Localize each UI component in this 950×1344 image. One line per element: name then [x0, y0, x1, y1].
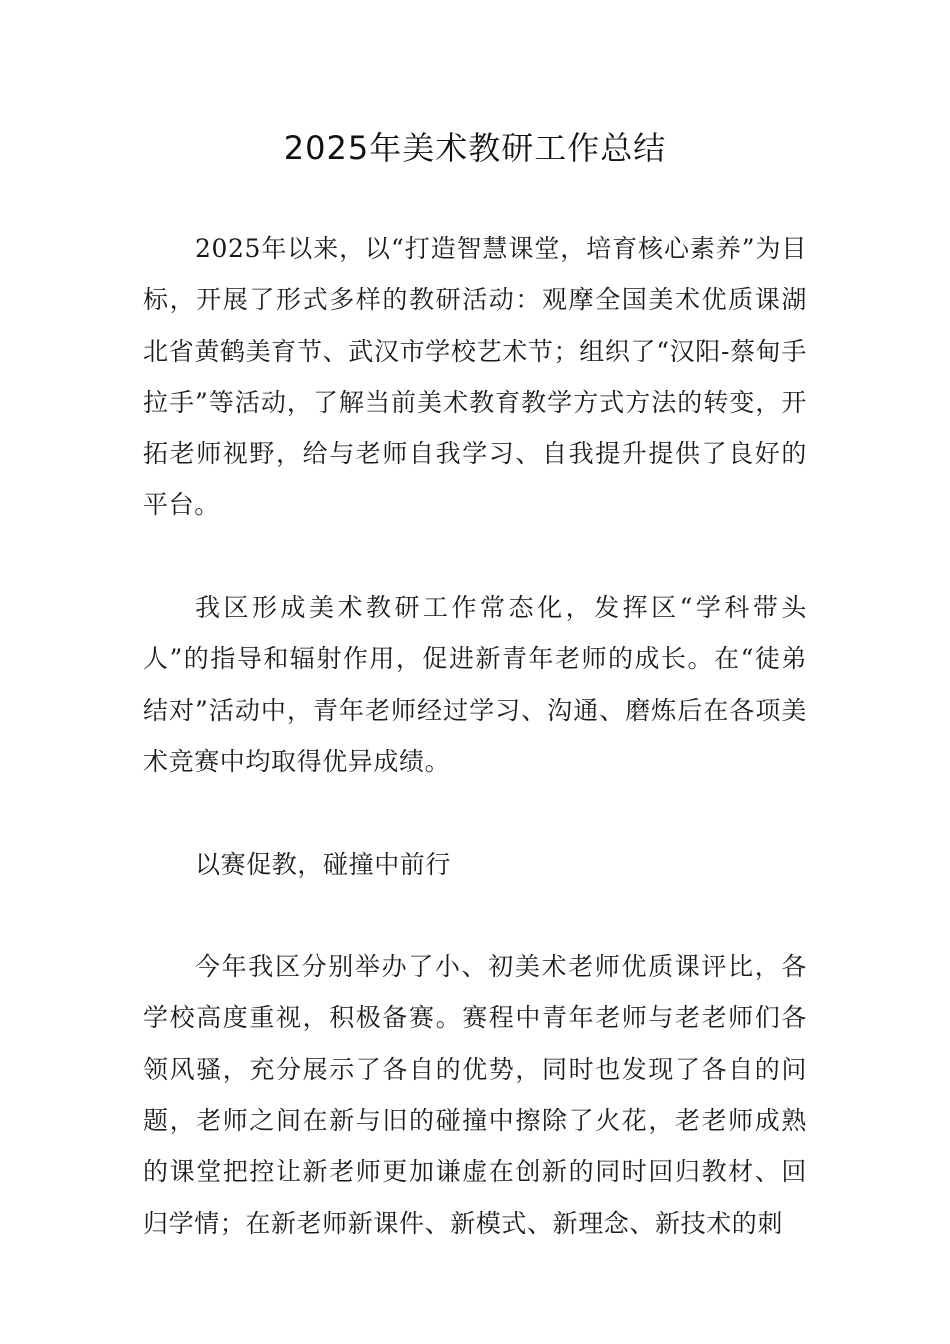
- paragraph-competition: 今年我区分别举办了小、初美术老师优质课评比，各学校高度重视，积极备赛。赛程中青年老师与老老师们各领风骚，充分展示了各自的优势，同时也发现了各自的问题，老师之间在新与旧的碰撞中擦除了火花，老老师成熟的课堂把控让新老师更加谦虚在创新的同时回归教材、回归学情；在新老师新课件、新模式、新理念、新技术的刺: [143, 952, 807, 1238]
- paragraph-gap: [143, 787, 807, 838]
- document-body: [143, 223, 807, 1249]
- section-heading: 以赛促教，碰撞中前行: [195, 849, 452, 879]
- paragraph-mentoring: 我区形成美术教研工作常态化，发挥区“学科带头人”的指导和辐射作用，促进新青年老师的成长。在“徒弟结对”活动中，青年老师经过学习、沟通、磨炼后在各项美术竞赛中均取得优异成绩。: [143, 593, 807, 776]
- paragraph-gap: [143, 531, 807, 582]
- document-title: 2025年美术教研工作总结: [283, 129, 667, 167]
- paragraph-gap: [143, 890, 807, 941]
- paragraph-intro: 2025年以来，以“打造智慧课堂，培育核心素养”为目标，开展了形式多样的教研活动：观摩全国美术优质课湖北省黄鹤美育节、武汉市学校艺术节；组织了“汉阳-蔡甸手拉手”等活动，了解当前美术教育教学方式方法的转变，开拓老师视野，给与老师自我学习、自我提升提供了良好的平台。: [143, 234, 807, 520]
